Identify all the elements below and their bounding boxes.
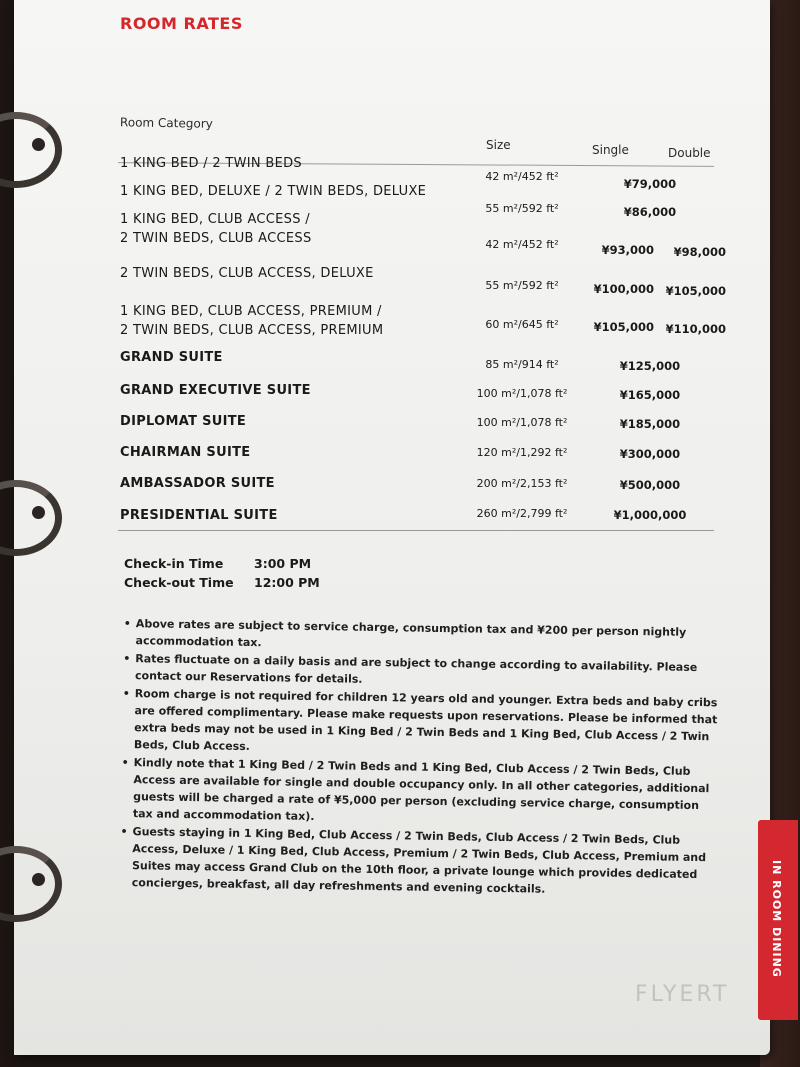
header-size: Size bbox=[486, 138, 511, 152]
in-room-dining-tab[interactable] bbox=[758, 820, 798, 1020]
rate-single: ¥500,000 bbox=[619, 478, 681, 492]
room-category: CHAIRMAN SUITE bbox=[120, 445, 251, 460]
room-size: 200 m²/2,153 ft² bbox=[476, 477, 568, 490]
note-item: • Kindly note that 1 King Bed / 2 Twin Beds and 1 King Bed, Club Access / 2 Twin Beds, Club Access are available for single and double occupancy only. In all other categories, additional guests will be charged a rate of ¥5,000 per person (excluding service charge, consumption tax and accommodation tax). bbox=[121, 754, 722, 831]
room-category: 1 KING BED / 2 TWIN BEDS bbox=[120, 156, 302, 171]
room-size: 120 m²/1,292 ft² bbox=[476, 446, 568, 459]
room-category: 1 KING BED, CLUB ACCESS / bbox=[120, 212, 310, 227]
menu-page bbox=[14, 0, 770, 1055]
room-category-line2: 2 TWIN BEDS, CLUB ACCESS bbox=[120, 231, 312, 246]
rate-double: ¥105,000 bbox=[665, 284, 726, 298]
room-size: 42 m²/452 ft² bbox=[485, 238, 559, 251]
room-size: 42 m²/452 ft² bbox=[485, 170, 559, 183]
room-category: GRAND EXECUTIVE SUITE bbox=[120, 383, 311, 398]
room-size: 55 m²/592 ft² bbox=[485, 202, 559, 215]
note-item: • Rates fluctuate on a daily basis and are subject to change according to availability. Please contact our Reservations for details. bbox=[123, 650, 723, 693]
room-category: DIPLOMAT SUITE bbox=[120, 414, 247, 429]
rate-double: ¥110,000 bbox=[665, 322, 726, 336]
room-category: AMBASSADOR SUITE bbox=[120, 476, 275, 491]
rate-single: ¥105,000 bbox=[593, 320, 654, 334]
rate-single: ¥93,000 bbox=[601, 243, 654, 257]
room-category: PRESIDENTIAL SUITE bbox=[120, 508, 278, 523]
checkin-label: Check-in Time bbox=[124, 556, 224, 571]
rate-single: ¥1,000,000 bbox=[613, 508, 687, 522]
rate-single: ¥86,000 bbox=[623, 205, 677, 219]
checkin-value: 3:00 PM bbox=[254, 556, 312, 571]
header-double: Double bbox=[668, 146, 711, 160]
note-item: • Guests staying in 1 King Bed, Club Access / 2 Twin Beds, Club Access / 2 Twin Beds, Club Access, Deluxe / 1 King Bed, Club Access, Premium / 2 Twin Beds, Club Access, Premium and Suites may access Grand Club on the 10th floor, a private lounge which provides dedicated concierges, breakfast, all day refreshments and evening cocktails. bbox=[120, 823, 721, 900]
rate-single: ¥300,000 bbox=[619, 447, 681, 461]
rate-single: ¥100,000 bbox=[593, 282, 654, 296]
watermark: FLYERT bbox=[635, 982, 730, 1007]
header-category: Room Category bbox=[119, 115, 213, 131]
room-category: 1 KING BED, CLUB ACCESS, PREMIUM / bbox=[120, 304, 382, 319]
checkout-label: Check-out Time bbox=[124, 575, 234, 590]
header-single: Single bbox=[592, 143, 629, 157]
room-category-line2: 2 TWIN BEDS, CLUB ACCESS, PREMIUM bbox=[120, 323, 384, 338]
rate-single: ¥79,000 bbox=[623, 177, 677, 191]
rate-single: ¥185,000 bbox=[619, 417, 681, 431]
page-title: ROOM RATES bbox=[120, 14, 243, 33]
room-size: 55 m²/592 ft² bbox=[485, 279, 559, 292]
room-category: GRAND SUITE bbox=[120, 350, 223, 365]
tab-label: IN ROOM DINING bbox=[770, 860, 783, 978]
rate-single: ¥165,000 bbox=[619, 388, 681, 402]
table-bottom-rule bbox=[118, 530, 714, 531]
note-item: • Room charge is not required for children 12 years old and younger. Extra beds and baby cribs are offered complimentary. Please make requests upon reservations. Please be informed that extra beds may not be used in 1 King Bed / 2 Twin Beds and 1 King Bed, Club Access / 2 Twin Beds, Club Access. bbox=[122, 685, 723, 762]
rate-double: ¥98,000 bbox=[673, 245, 726, 259]
room-size: 85 m²/914 ft² bbox=[485, 358, 559, 371]
notes-list bbox=[120, 615, 724, 901]
note-item: • Above rates are subject to service charge, consumption tax and ¥200 per person nightly accommodation tax. bbox=[123, 615, 723, 658]
checkout-value: 12:00 PM bbox=[254, 575, 320, 590]
room-category: 1 KING BED, DELUXE / 2 TWIN BEDS, DELUXE bbox=[120, 184, 427, 199]
room-size: 100 m²/1,078 ft² bbox=[476, 387, 568, 400]
checkin-row bbox=[124, 556, 311, 571]
room-size: 260 m²/2,799 ft² bbox=[476, 507, 568, 520]
checkout-row bbox=[124, 575, 320, 590]
room-size: 100 m²/1,078 ft² bbox=[476, 416, 568, 429]
rate-single: ¥125,000 bbox=[619, 359, 681, 373]
room-size: 60 m²/645 ft² bbox=[485, 318, 559, 331]
room-category: 2 TWIN BEDS, CLUB ACCESS, DELUXE bbox=[120, 266, 374, 281]
